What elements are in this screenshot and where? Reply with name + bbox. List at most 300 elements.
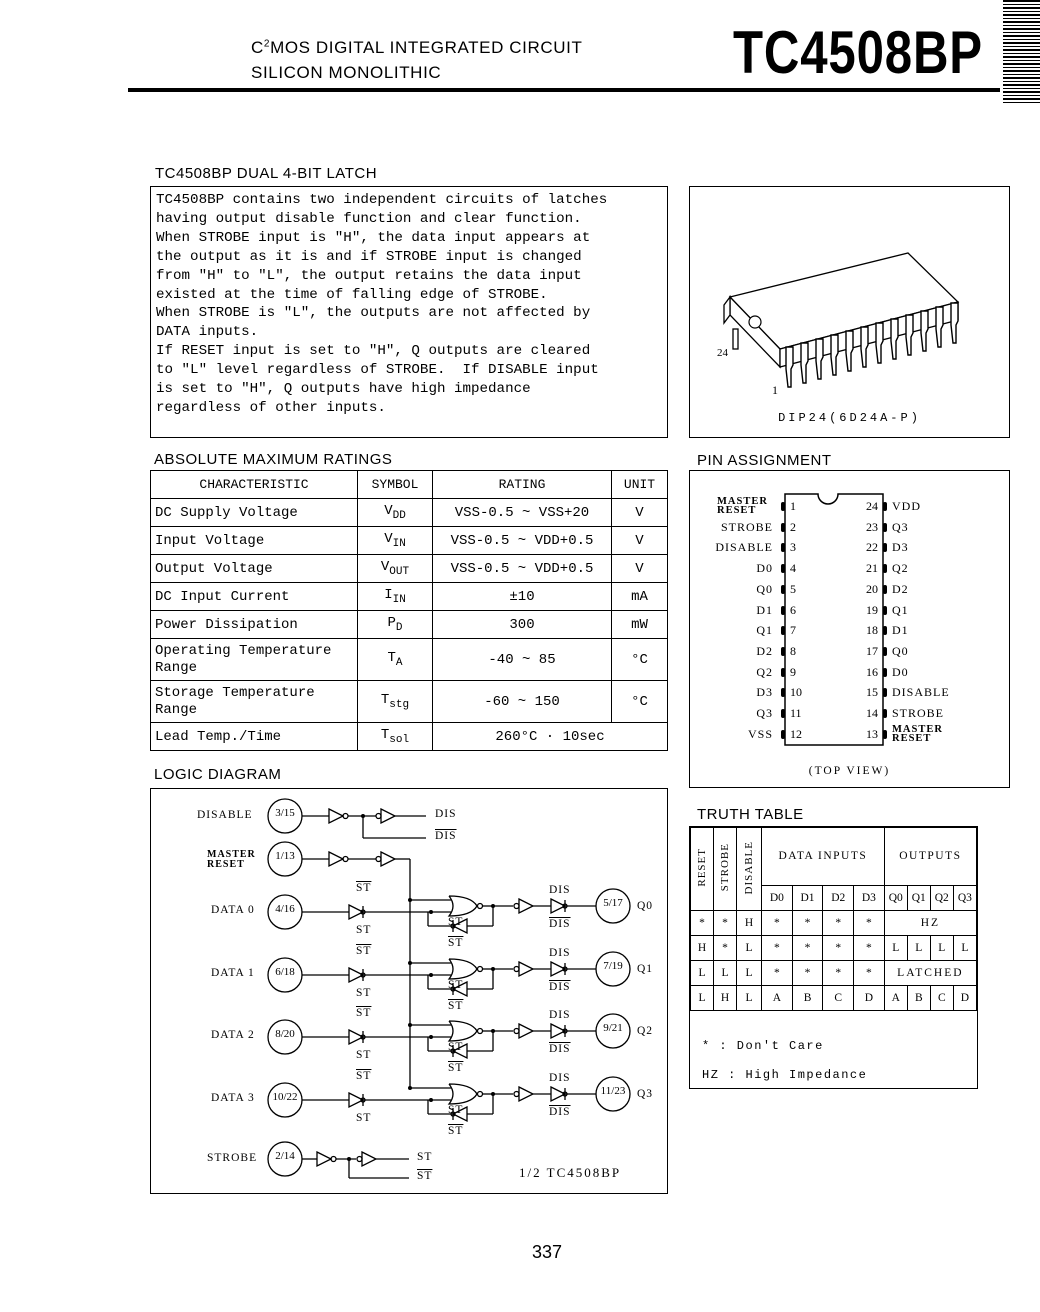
pin-name-right: D3: [892, 540, 909, 555]
nor-gate-icon: [449, 959, 477, 979]
description-text: [156, 191, 662, 418]
pin-name-left: DISABLE: [715, 540, 773, 555]
signal-dis: DIS: [435, 808, 457, 820]
pin-name-left: D0: [756, 561, 773, 576]
cmos-prefix: C: [251, 38, 264, 57]
rating-characteristic: DC Supply Voltage: [151, 499, 358, 527]
tt-header-row-1: [691, 828, 977, 886]
symbol-sub: stg: [389, 698, 410, 711]
description-line: If RESET input is set to "H", Q outputs are cleared: [156, 343, 591, 360]
pin-number-right: 23: [866, 519, 878, 534]
description-line: When STROBE is "L", the outputs are not affected by: [156, 305, 591, 322]
col-symbol: SYMBOL: [358, 471, 433, 499]
buffer-gate-icon: [329, 809, 343, 823]
tt-output-cell: L: [907, 936, 930, 961]
strobe-out-st-bar: $\overline{ST}$: [417, 1170, 433, 1182]
rating-symbol: [358, 499, 433, 527]
tt-head-disable-text: DISABLE: [743, 840, 755, 895]
tt-head-strobe: [714, 828, 737, 911]
pin-name-right: D1: [892, 623, 909, 638]
tt-head-strobe-text: STROBE: [719, 843, 731, 892]
output-label-q1: Q1: [637, 963, 654, 975]
rating-value: -60 ~ 150: [433, 681, 612, 723]
tt-input-cell: L: [737, 986, 762, 1011]
pin-assignment-box: [689, 470, 1010, 788]
signal-st-bar: $\overline{ST}$: [356, 882, 372, 894]
ratings-row: [151, 583, 668, 611]
ratings-row: [151, 555, 668, 583]
description-line: from "H" to "L", the output retains the data input: [156, 267, 582, 284]
rating-value: VSS-0.5 ~ VSS+20: [433, 499, 612, 527]
symbol-main: P: [387, 615, 396, 632]
pin-number-right: 19: [866, 602, 878, 617]
signal-dis-out: DIS: [549, 1072, 571, 1084]
tt-input-cell: L: [737, 936, 762, 961]
rating-unit: mA: [612, 583, 668, 611]
tt-head-outputs: OUTPUTS: [884, 828, 976, 886]
strobe-out-st: ST: [417, 1151, 433, 1163]
input-pin-data-3: 10/22: [272, 1091, 298, 1103]
pin-lead-left: [781, 585, 785, 594]
buffer-gate-icon: [519, 1024, 533, 1038]
col-rating: RATING: [433, 471, 612, 499]
symbol-main: V: [384, 531, 393, 548]
dip24-package-drawing: [690, 187, 1008, 437]
tt-head-reset-text: RESET: [696, 848, 708, 887]
rating-symbol: [358, 555, 433, 583]
description-line: the output as it is and if STROBE input is changed: [156, 248, 582, 265]
truth-table-notes: [702, 1032, 867, 1090]
note-dont-care: * : Don't Care: [702, 1039, 824, 1053]
pin-name-left: D1: [756, 602, 773, 617]
ratings-title: ABSOLUTE MAXIMUM RATINGS: [154, 451, 393, 468]
description-line: having output disable function and clear function.: [156, 210, 582, 227]
tt-head-data-inputs: DATA INPUTS: [762, 828, 885, 886]
pin-name-left: VSS: [747, 726, 773, 741]
symbol-sub: DD: [392, 509, 406, 522]
rating-characteristic: Operating Temperature Range: [151, 639, 358, 681]
package-lead: [951, 303, 958, 343]
pin-name-right: Q3: [892, 519, 909, 534]
rating-value: 300: [433, 611, 612, 639]
col-unit: UNIT: [612, 471, 668, 499]
truth-table-title: TRUTH TABLE: [697, 806, 804, 823]
inverter-bubble-icon: [514, 1029, 519, 1034]
rating-characteristic: DC Input Current: [151, 583, 358, 611]
tt-input-cell: *: [691, 911, 714, 936]
rating-unit: mW: [612, 611, 668, 639]
signal-st: ST: [356, 987, 372, 999]
inverter-bubble-icon: [478, 1029, 483, 1034]
tt-input-cell: L: [737, 961, 762, 986]
description-box: [150, 186, 668, 438]
signal-dis-out: DIS: [549, 884, 571, 896]
pin-lead-left: [781, 688, 785, 697]
rating-value: -40 ~ 85: [433, 639, 612, 681]
tt-input-cell: *: [823, 961, 854, 986]
pin-lead-right: [883, 564, 887, 573]
output-pin-q3: 11/23: [600, 1085, 626, 1097]
tt-head-data-col: D3: [854, 885, 885, 910]
signal-st-fb: ST: [448, 916, 464, 928]
pin-lead-right: [883, 668, 887, 677]
pin-lead-left: [781, 523, 785, 532]
rating-characteristic: Power Dissipation: [151, 611, 358, 639]
tt-input-cell: *: [823, 936, 854, 961]
symbol-main: T: [380, 692, 390, 709]
pin-number-right: 20: [866, 581, 878, 596]
rating-value: VSS-0.5 ~ VDD+0.5: [433, 527, 612, 555]
ratings-row: [151, 527, 668, 555]
inverter-bubble-icon: [514, 967, 519, 972]
description-title: TC4508BP DUAL 4-BIT LATCH: [155, 165, 378, 182]
rating-symbol: [358, 527, 433, 555]
ratings-row: [151, 499, 668, 527]
input-pin-disable: 3/15: [275, 807, 295, 819]
output-label-q3: Q3: [637, 1088, 654, 1100]
pin-name-left: STROBE: [720, 519, 773, 534]
rating-value: 260°C · 10sec: [433, 723, 668, 751]
tt-input-cell: H: [691, 936, 714, 961]
package-box: [689, 186, 1010, 438]
pin-number-left: 11: [790, 706, 802, 720]
pin-name-right: VDD: [892, 499, 921, 513]
tt-input-cell: *: [792, 961, 823, 986]
tt-head-out-col: Q3: [953, 885, 976, 910]
rating-characteristic: Input Voltage: [151, 527, 358, 555]
tt-output-cell: L: [930, 936, 953, 961]
rating-unit: V: [612, 527, 668, 555]
package-lead: [786, 347, 793, 387]
cmos-superscript: 2: [263, 38, 271, 50]
pin-number-left: 12: [790, 726, 802, 741]
inverter-bubble-icon: [357, 1157, 362, 1162]
tt-input-cell: B: [792, 986, 823, 1011]
rating-unit: V: [612, 555, 668, 583]
ratings-header-row: [151, 471, 668, 499]
ratings-row: [151, 639, 668, 681]
logic-diagram-title: LOGIC DIAGRAM: [154, 766, 282, 783]
signal-st-bar-fb: $\overline{ST}$: [448, 1062, 464, 1074]
pin-number-right: 18: [866, 623, 878, 638]
rating-symbol: [358, 681, 433, 723]
rating-symbol: [358, 723, 433, 751]
pin-name-left: Q2: [756, 664, 773, 679]
pin-lead-left: [781, 730, 785, 739]
tt-head-disable: [737, 828, 762, 911]
description-line: When STROBE input is "H", the data input appears at: [156, 229, 591, 246]
half-device-note: 1/2 TC4508BP: [519, 1165, 622, 1180]
tt-input-cell: *: [762, 961, 793, 986]
page-number: 337: [532, 1242, 563, 1262]
signal-st-bar: $\overline{ST}$: [356, 945, 372, 957]
rating-symbol: [358, 639, 433, 681]
pin-number-left: 3: [790, 540, 796, 555]
rating-value: ±10: [433, 583, 612, 611]
nor-gate-icon: [449, 1021, 477, 1041]
buffer-gate-icon: [519, 962, 533, 976]
symbol-main: V: [380, 559, 390, 576]
buffer-gate-icon: [362, 1152, 376, 1166]
pin-name-right: STROBE: [892, 706, 945, 720]
tt-head-out-col: Q0: [884, 885, 907, 910]
pin-name-right: Q2: [892, 561, 909, 576]
pin-number-left: 1: [790, 499, 796, 513]
input-label-data-0: DATA 0: [211, 904, 255, 916]
signal-st-bar: $\overline{ST}$: [356, 1007, 372, 1019]
pin-lead-left: [781, 647, 785, 656]
symbol-sub: IN: [392, 593, 406, 606]
note-high-impedance: HZ : High Impedance: [702, 1068, 868, 1082]
pin-name-left: Q3: [756, 706, 773, 720]
output-pin-q0: 5/17: [603, 897, 623, 909]
tt-output-cell: HZ: [884, 911, 976, 936]
description-line: regardless of other inputs.: [156, 399, 386, 416]
input-pin-master-reset: 1/13: [275, 850, 295, 862]
pin-lead-right: [883, 647, 887, 656]
signal-dis-bar-out: $\overline{DIS}$: [549, 1043, 571, 1055]
input-label-data-2: DATA 2: [211, 1029, 255, 1041]
signal-st-bar: $\overline{ST}$: [356, 1070, 372, 1082]
tt-row: [691, 936, 977, 961]
package-lead: [861, 327, 868, 367]
pin-name-right: D2: [892, 581, 909, 596]
package-lead: [891, 319, 898, 359]
package-lead: [876, 323, 883, 363]
pin-name-left: Q1: [756, 623, 773, 638]
inverter-bubble-icon: [376, 814, 381, 819]
pin-number-left: 6: [790, 602, 796, 617]
description-line: TC4508BP contains two independent circuits of latches: [156, 192, 608, 208]
signal-dis-bar-out: $\overline{DIS}$: [549, 918, 571, 930]
tt-output-cell: B: [907, 986, 930, 1011]
pin-lead-right: [883, 709, 887, 718]
symbol-sub: OUT: [389, 565, 410, 578]
edge-index-marks: [1003, 0, 1040, 105]
pin-number-left: 5: [790, 581, 796, 596]
inverter-bubble-icon: [514, 1092, 519, 1097]
pin-name-right: Q0: [892, 643, 909, 658]
logic-diagram-box: [150, 788, 668, 1194]
buffer-gate-icon: [329, 852, 343, 866]
pin-name-right: DISABLE: [892, 685, 950, 700]
part-number-title: TC4508BP: [733, 19, 983, 86]
inverter-bubble-icon: [478, 967, 483, 972]
symbol-sub: D: [395, 621, 403, 634]
tt-head-data-col: D2: [823, 885, 854, 910]
signal-st-fb: ST: [448, 979, 464, 991]
pin-name-right: D0: [892, 664, 909, 679]
buffer-gate-icon: [381, 809, 395, 823]
pin-name-left: D3: [756, 685, 773, 700]
symbol-main: T: [387, 650, 396, 667]
ratings-table: [150, 470, 668, 751]
tt-input-cell: L: [714, 961, 737, 986]
rating-characteristic: Storage Temperature Range: [151, 681, 358, 723]
tt-input-cell: C: [823, 986, 854, 1011]
rating-characteristic: Output Voltage: [151, 555, 358, 583]
description-line: to "L" level regardless of STROBE. If DISABLE input: [156, 362, 599, 379]
pin-number-right: 13: [866, 726, 878, 741]
rating-unit: °C: [612, 639, 668, 681]
input-label-strobe: STROBE: [207, 1152, 258, 1164]
input-pin-data-2: 8/20: [275, 1028, 295, 1040]
col-characteristic: CHARACTERISTIC: [151, 471, 358, 499]
tt-output-cell: C: [930, 986, 953, 1011]
pin-number-right: 15: [866, 685, 878, 700]
pin-number-left: 8: [790, 643, 796, 658]
tt-head-reset: [691, 828, 714, 911]
tt-input-cell: *: [714, 911, 737, 936]
pin-name-left: D2: [756, 643, 773, 658]
tt-input-cell: A: [762, 986, 793, 1011]
pin-number-left: 10: [790, 685, 802, 700]
input-label-disable: DISABLE: [197, 809, 253, 821]
symbol-sub: sol: [389, 733, 410, 746]
top-view-label: (TOP VIEW): [808, 765, 891, 777]
pin-number-right: 16: [866, 664, 878, 679]
tt-input-cell: *: [714, 936, 737, 961]
description-line: is set to "H", Q outputs have high impedance: [156, 381, 531, 398]
pin-name-left: MASTER RESET: [717, 496, 768, 516]
tt-input-cell: *: [854, 936, 885, 961]
buffer-gate-icon: [519, 1087, 533, 1101]
pin-lead-left: [781, 564, 785, 573]
tt-row: [691, 986, 977, 1011]
buffer-gate-icon: [381, 852, 395, 866]
nor-gate-icon: [449, 1084, 477, 1104]
pin24-label: 24: [717, 347, 728, 359]
pin-lead-left: [781, 606, 785, 615]
pin-number-right: 22: [866, 540, 878, 555]
rating-symbol: [358, 611, 433, 639]
signal-st: ST: [356, 1112, 372, 1124]
signal-st-fb: ST: [448, 1041, 464, 1053]
signal-st-bar-fb: $\overline{ST}$: [448, 1000, 464, 1012]
pin1-label: 1: [772, 383, 778, 397]
output-label-q2: Q2: [637, 1025, 654, 1037]
inverter-bubble-icon: [376, 857, 381, 862]
pin-lead-left: [781, 543, 785, 552]
pin-lead-left: [781, 709, 785, 718]
inverter-bubble-icon: [478, 904, 483, 909]
package-lead: [906, 315, 913, 355]
tt-input-cell: H: [737, 911, 762, 936]
truth-table-box: [689, 826, 978, 1089]
symbol-sub: A: [395, 656, 403, 669]
package-lead: [831, 335, 838, 375]
header-subtitle-line1: [251, 38, 582, 58]
description-line: existed at the time of falling edge of STROBE.: [156, 286, 548, 303]
tt-head-out-col: Q2: [930, 885, 953, 910]
pin-number-left: 2: [790, 519, 796, 534]
tt-input-cell: *: [762, 936, 793, 961]
package-lead: [921, 311, 928, 351]
tt-input-cell: *: [792, 936, 823, 961]
signal-st-fb: ST: [448, 1104, 464, 1116]
pin-number-right: 17: [866, 643, 878, 658]
tt-input-cell: D: [854, 986, 885, 1011]
signal-dis-out: DIS: [549, 1009, 571, 1021]
rating-characteristic: Lead Temp./Time: [151, 723, 358, 751]
tt-output-cell: D: [953, 986, 976, 1011]
pin-lead-left: [781, 668, 785, 677]
pin-number-right: 21: [866, 561, 878, 576]
header-subtitle-line2: SILICON MONOLITHIC: [251, 63, 442, 82]
signal-dis-bar-out: $\overline{DIS}$: [549, 1106, 571, 1118]
ratings-row: [151, 723, 668, 751]
input-pin-data-0: 4/16: [275, 903, 295, 915]
tt-input-cell: *: [854, 961, 885, 986]
tt-head-out-col: Q1: [907, 885, 930, 910]
signal-st: ST: [356, 1049, 372, 1061]
tt-input-cell: *: [854, 911, 885, 936]
package-lead: [801, 343, 808, 383]
pin-lead-right: [883, 626, 887, 635]
inverter-bubble-icon: [514, 904, 519, 909]
pin-lead-right: [883, 585, 887, 594]
tt-row: [691, 911, 977, 936]
pin-number-right: 24: [866, 499, 878, 513]
tt-output-cell: L: [884, 936, 907, 961]
signal-st-bar-fb: $\overline{ST}$: [448, 1125, 464, 1137]
tt-output-cell: A: [884, 986, 907, 1011]
output-pin-q2: 9/21: [603, 1022, 623, 1034]
input-pin-data-1: 6/18: [275, 966, 295, 978]
input-label-data-1: DATA 1: [211, 967, 255, 979]
tt-input-cell: L: [691, 961, 714, 986]
signal-st: ST: [356, 924, 372, 936]
signal-dis-bar-out: $\overline{DIS}$: [549, 981, 571, 993]
pin-lead-right: [883, 543, 887, 552]
tt-input-cell: *: [823, 911, 854, 936]
tt-head-data-col: D0: [762, 885, 793, 910]
symbol-main: V: [384, 503, 393, 520]
package-caption: DIP24(6D24A-P): [778, 411, 921, 425]
header-rule: [128, 88, 1000, 92]
pin-lead-right: [883, 502, 887, 511]
ratings-row: [151, 681, 668, 723]
package-lead: [936, 307, 943, 347]
pin-assignment-title: PIN ASSIGNMENT: [697, 452, 832, 469]
signal-st-bar-fb: $\overline{ST}$: [448, 937, 464, 949]
tt-head-data-col: D1: [792, 885, 823, 910]
pin-number-left: 4: [790, 561, 796, 576]
symbol-sub: IN: [392, 537, 406, 550]
pin-lead-right: [883, 688, 887, 697]
description-line: DATA inputs.: [156, 324, 259, 341]
package-lead: [846, 331, 853, 371]
buffer-gate-icon: [519, 899, 533, 913]
package-lead: [816, 339, 823, 379]
pin-lead-right: [883, 730, 887, 739]
ratings-row: [151, 611, 668, 639]
cmos-rest: MOS DIGITAL INTEGRATED CIRCUIT: [270, 38, 583, 57]
rating-unit: °C: [612, 681, 668, 723]
pin-number-left: 9: [790, 664, 796, 679]
symbol-main: T: [380, 727, 390, 744]
input-label-master-reset: MASTER RESET: [207, 849, 256, 870]
pin-lead-right: [883, 606, 887, 615]
signal-dis-bar: $\overline{DIS}$: [435, 830, 457, 842]
buffer-gate-icon: [317, 1152, 331, 1166]
pin-lead-left: [781, 626, 785, 635]
pin-name-right: Q1: [892, 602, 909, 617]
tt-row: [691, 961, 977, 986]
pin-lead-left: [781, 502, 785, 511]
nor-gate-icon: [449, 896, 477, 916]
pin-lead-right: [883, 523, 887, 532]
